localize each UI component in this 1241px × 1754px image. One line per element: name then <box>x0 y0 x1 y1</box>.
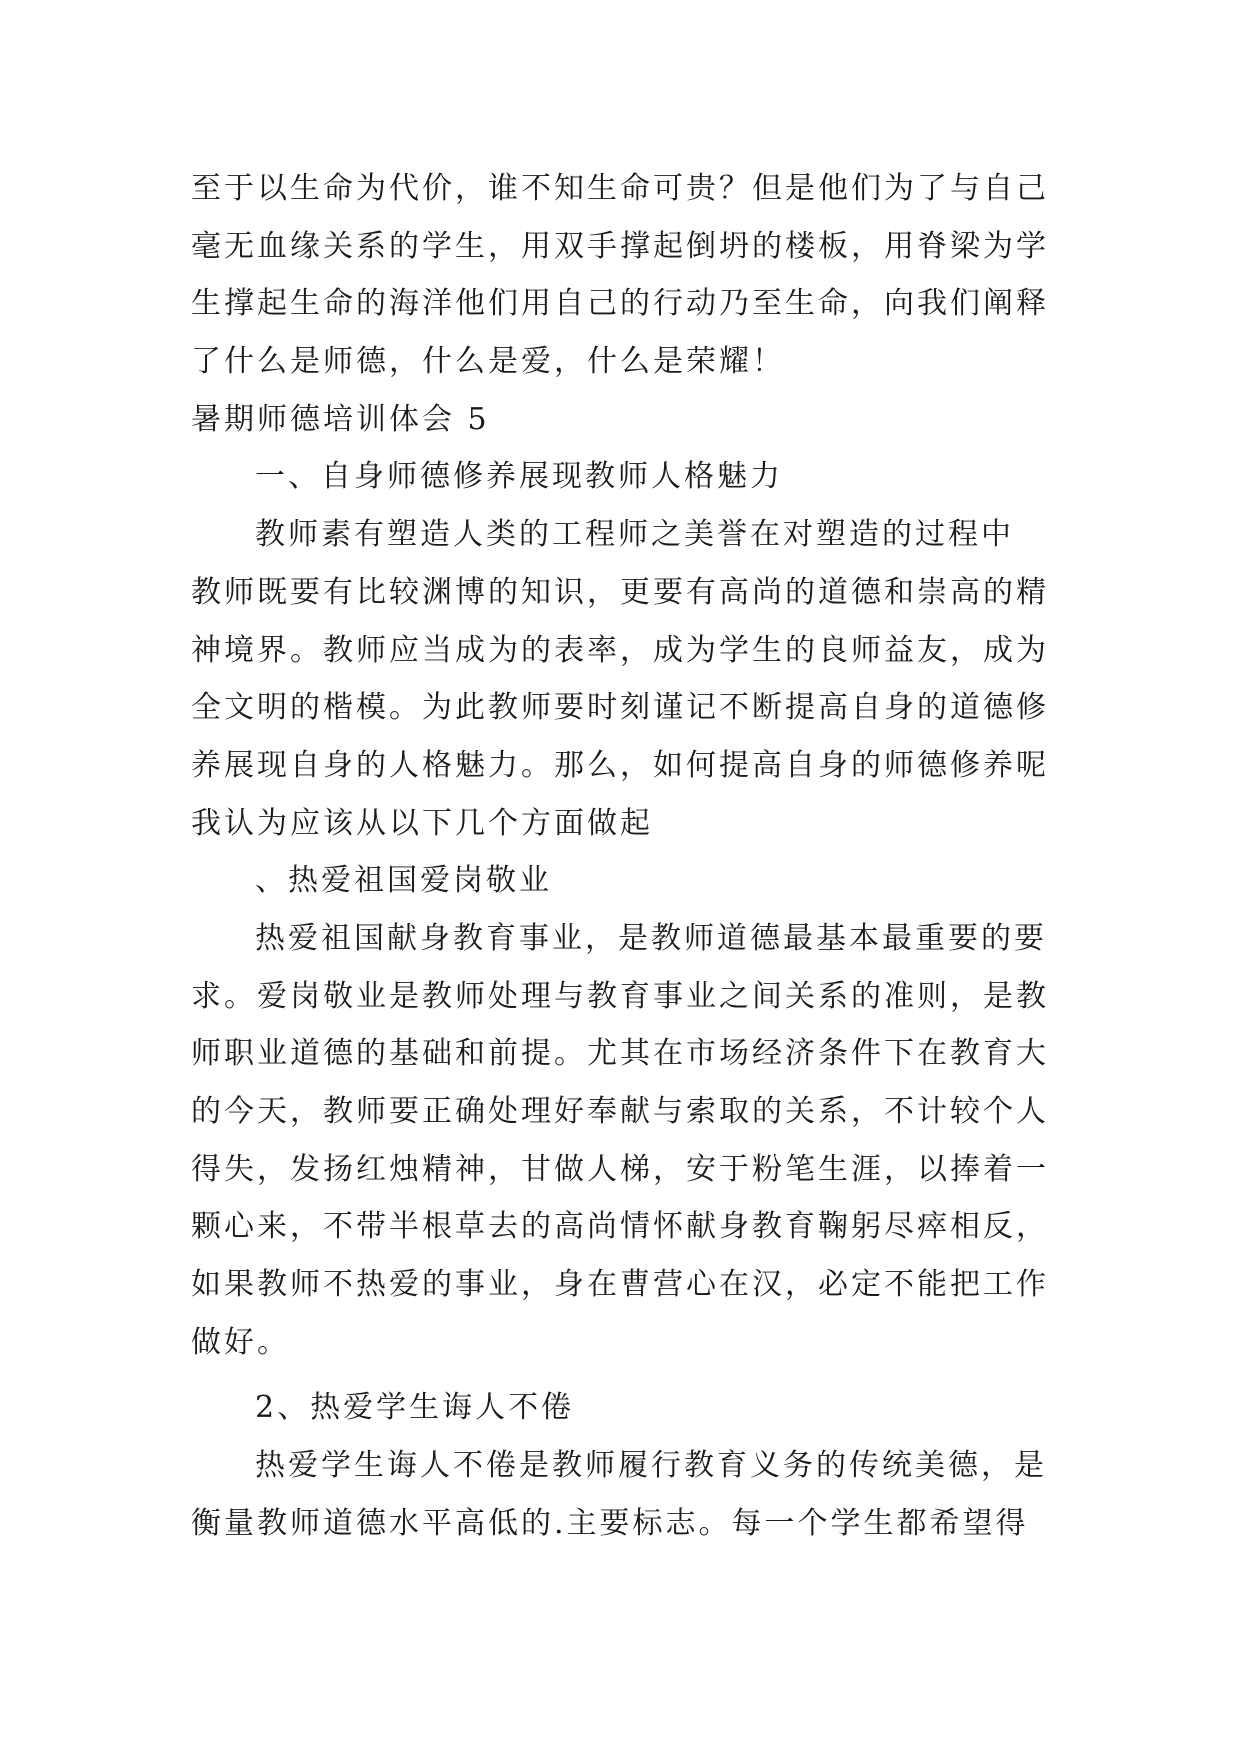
text-line: 衡量教师道德水平高低的.主要标志。每一个学生都希望得 <box>191 1505 1029 1541</box>
text-line: 养展现自身的人格魅力。那么，如何提高自身的师德修养呢 <box>191 747 1049 783</box>
text-line: 了什么是师德，什么是爱，什么是荣耀！ <box>191 344 785 380</box>
text-line: 做好。 <box>191 1324 290 1360</box>
heading-1: 一、自身师德修养展现教师人格魅力 <box>255 459 783 495</box>
paragraph-start: 热爱学生诲人不倦是教师履行教育义务的传统美德，是 <box>255 1448 1047 1484</box>
text-line: 如果教师不热爱的事业，身在曹营心在汉，必定不能把工作 <box>191 1267 1049 1303</box>
text-line: 生撑起生命的海洋他们用自己的行动乃至生命，向我们阐释 <box>191 286 1049 322</box>
text-line: 颗心来，不带半根草去的高尚情怀献身教育鞠躬尽瘁相反， <box>191 1209 1049 1245</box>
text-line: 求。爱岗敬业是教师处理与教育事业之间关系的准则，是教 <box>191 978 1049 1014</box>
subheading-1: 、热爱祖国爱岗敬业 <box>255 863 552 899</box>
text-line: 师职业道德的基础和前提。尤其在市场经济条件下在教育大 <box>191 1036 1049 1072</box>
paragraph-start: 热爱祖国献身教育事业，是教师道德最基本最重要的要 <box>255 920 1047 956</box>
text-line: 教师既要有比较渊博的知识，更要有高尚的道德和崇高的精 <box>191 574 1049 610</box>
subheading-2: 2、热爱学生诲人不倦 <box>255 1390 575 1426</box>
document-body <box>191 160 1051 1553</box>
text-line: 至于以生命为代价，谁不知生命可贵？但是他们为了与自己 <box>191 171 1049 206</box>
paragraph-start: 教师素有塑造人类的工程师之美誉在对塑造的过程中 <box>255 517 1014 553</box>
text-line: 全文明的楷模。为此教师要时刻谨记不断提高自身的道德修 <box>191 690 1049 726</box>
text-line: 毫无血缘关系的学生，用双手撑起倒坍的楼板，用脊梁为学 <box>191 228 1049 264</box>
section-title: 暑期师德培训体会 5 <box>191 401 490 437</box>
text-line: 神境界。教师应当成为的表率，成为学生的良师益友，成为 <box>191 632 1049 668</box>
text-line: 得失，发扬红烛精神，甘做人梯，安于粉笔生涯，以捧着一 <box>191 1151 1049 1187</box>
paragraph-gap <box>191 1371 1051 1379</box>
text-line: 的今天，教师要正确处理好奉献与索取的关系，不计较个人 <box>191 1094 1049 1129</box>
text-line: 我认为应该从以下几个方面做起 <box>191 805 653 841</box>
